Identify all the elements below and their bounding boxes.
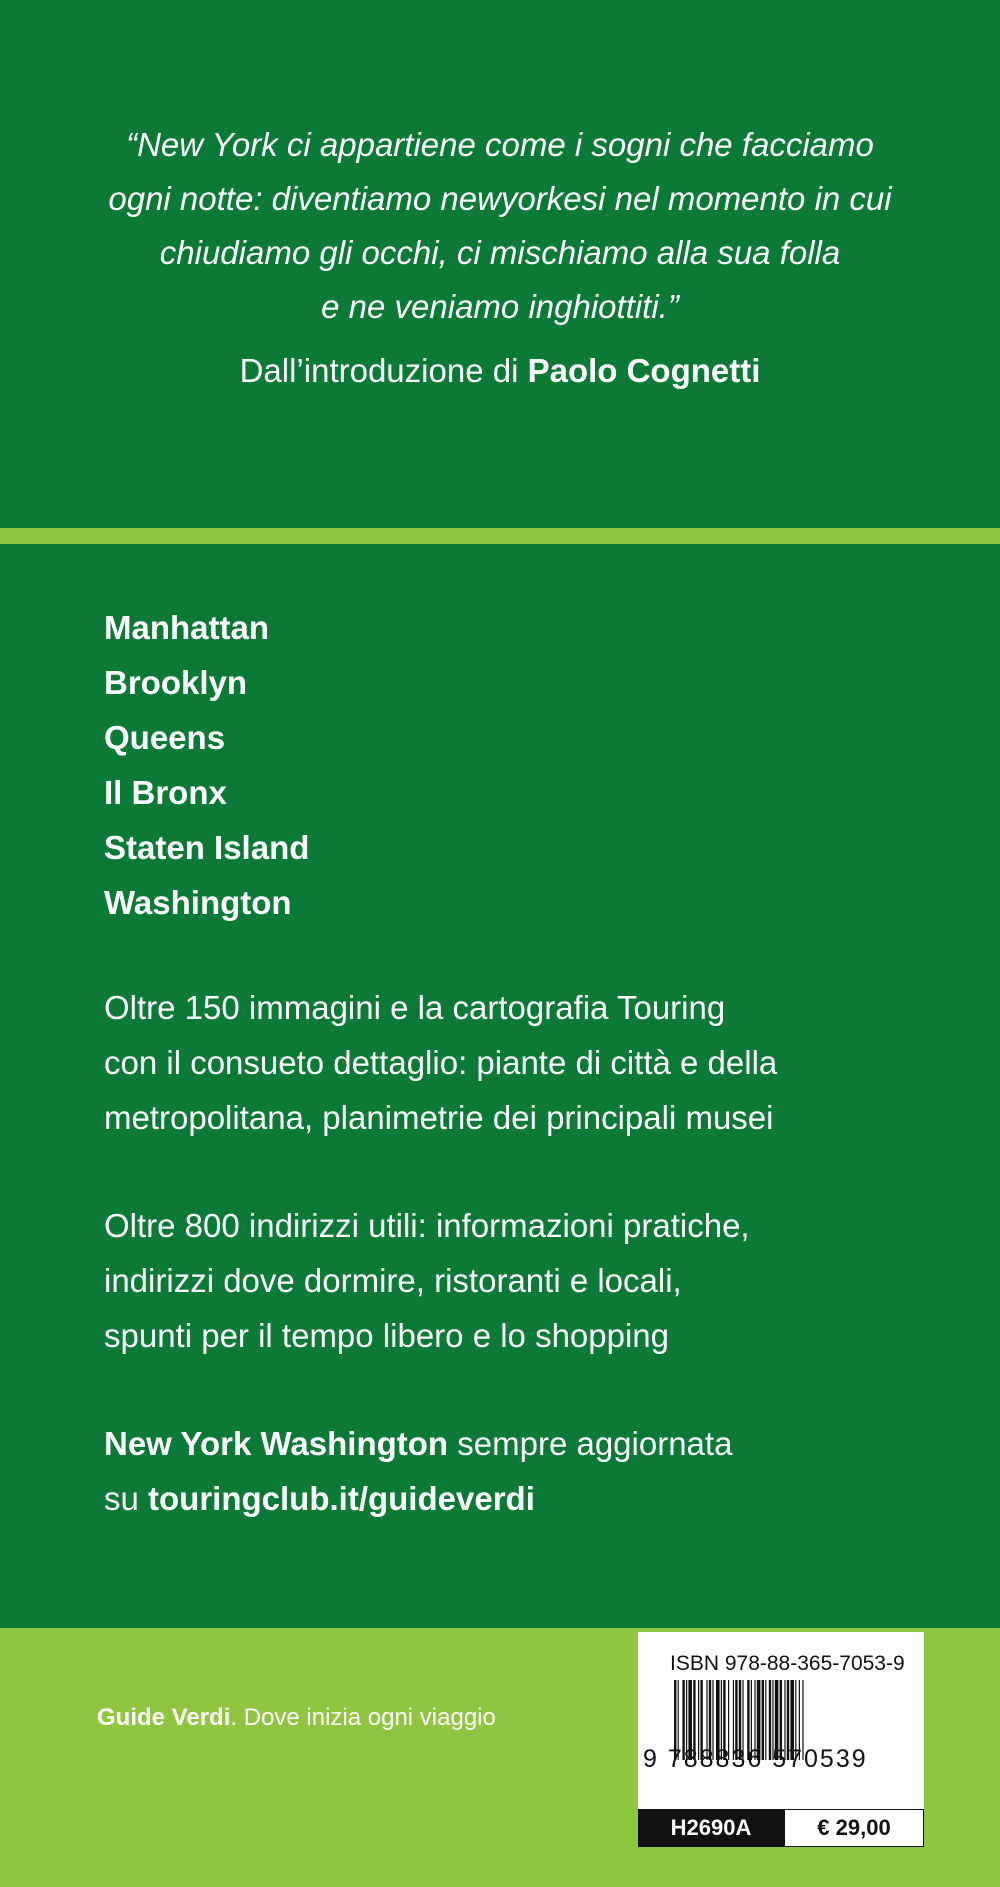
website-link[interactable]: touringclub.it/guideverdi: [148, 1480, 535, 1517]
places-list: [104, 600, 964, 930]
intro-prefix: Dall’introduzione di: [239, 352, 528, 389]
quote-line: ogni notte: diventiamo newyorkesi nel momento in cui: [108, 180, 892, 217]
main-content: [104, 600, 964, 1517]
price-row: [638, 1809, 924, 1847]
paragraph-line: Oltre 150 immagini e la cartografia Touring: [104, 989, 726, 1026]
intro-author: Paolo Cognetti: [527, 352, 761, 389]
place-item: Washington: [104, 884, 292, 921]
paragraph-line: [104, 1471, 732, 1526]
barcode-digits: 9 788836 570539: [643, 1745, 868, 1773]
paragraph-line: spunti per il tempo libero e lo shopping: [104, 1317, 670, 1354]
divider-stripe: [0, 528, 1000, 544]
paragraph-line: indirizzi dove dormire, ristoranti e locali,: [104, 1262, 682, 1299]
place-item: Manhattan: [104, 609, 269, 646]
price: € 29,00: [784, 1809, 924, 1847]
tagline: [97, 1704, 496, 1732]
brand-name: Guide Verdi: [97, 1704, 231, 1731]
paragraph-line: Oltre 800 indirizzi utili: informazioni pratiche,: [104, 1207, 750, 1244]
place-item: Il Bronx: [104, 774, 227, 811]
place-item: Staten Island: [104, 829, 310, 866]
update-paragraph: [104, 1416, 732, 1526]
images-paragraph: [104, 980, 777, 1145]
bottom-band: [0, 1628, 1000, 1887]
quote-line: chiudiamo gli occhi, ci mischiamo alla sua folla: [159, 234, 841, 271]
paragraph-text: sempre aggiornata: [448, 1425, 733, 1462]
paragraph-line: con il consueto dettaglio: piante di città e della: [104, 1044, 778, 1081]
quote-line: e ne veniamo inghiottiti.”: [321, 288, 679, 325]
paragraph-text: su: [104, 1480, 149, 1517]
paragraph-line: [104, 1416, 732, 1471]
product-code: H2690A: [638, 1809, 784, 1847]
paragraph-line: metropolitana, planimetrie dei principali musei: [104, 1099, 774, 1136]
addresses-paragraph: [104, 1198, 750, 1363]
barcode-box: [638, 1632, 924, 1809]
isbn-text: ISBN 978-88-365-7053-9: [670, 1652, 905, 1675]
intro-attribution: [0, 352, 1000, 390]
quote-section: [0, 0, 1000, 528]
quote: [0, 118, 1000, 334]
tagline-text: . Dove inizia ogni viaggio: [230, 1704, 496, 1731]
quote-line: “New York ci appartiene come i sogni che facciamo: [126, 126, 874, 163]
guide-title: New York Washington: [104, 1425, 449, 1462]
place-item: Queens: [104, 719, 226, 756]
place-item: Brooklyn: [104, 664, 248, 701]
